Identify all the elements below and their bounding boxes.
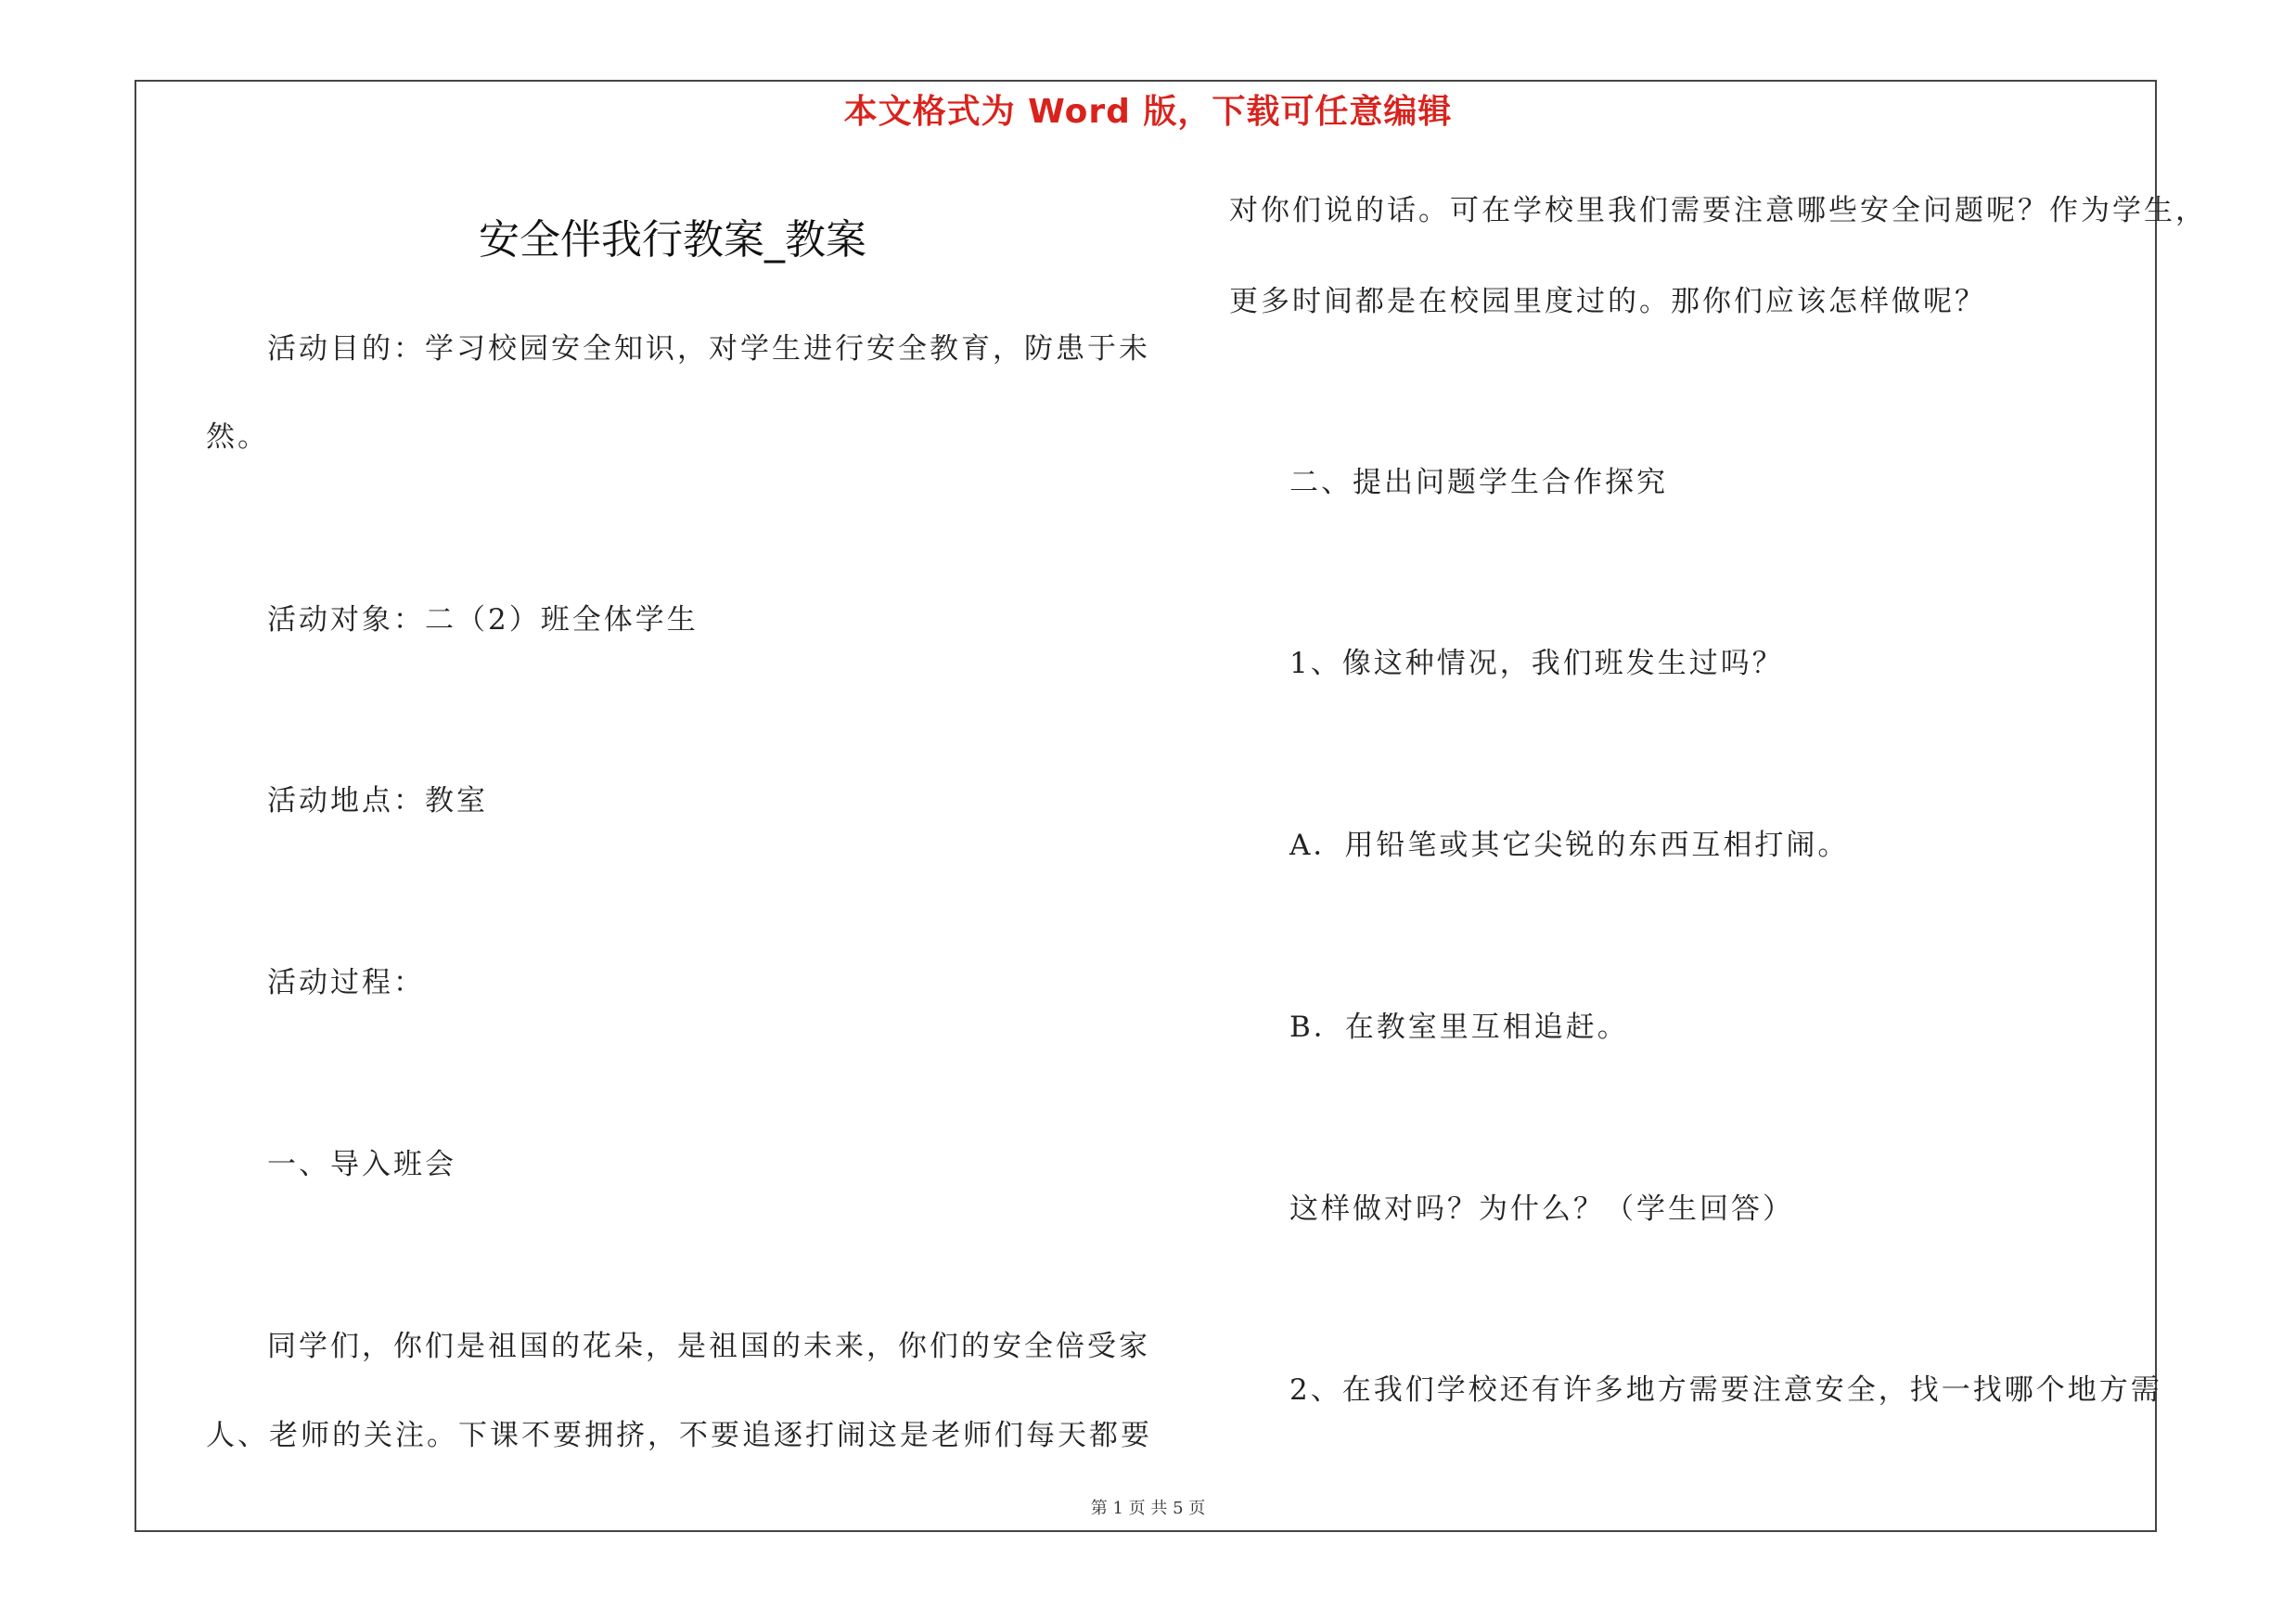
activity-target: 活动对象：二（2）班全体学生 (267, 603, 699, 637)
section-two-heading: 二、提出问题学生合作探究 (1289, 466, 1668, 499)
word-format-notice: 本文格式为 Word 版，下载可任意编辑 (843, 93, 1453, 131)
option-a: A．用铅笔或其它尖锐的东西互相打闹。 (1289, 829, 1850, 862)
activity-goal-line-1: 活动目的：学习校园安全知识，对学生进行安全教育，防患于未 (267, 332, 1150, 366)
question-one: 1、像这种情况，我们班发生过吗？ (1289, 647, 1784, 680)
activity-process-heading: 活动过程： (267, 966, 425, 999)
activity-place: 活动地点：教室 (267, 784, 488, 818)
activity-goal-line-2: 然。 (206, 420, 269, 454)
intro-paragraph-line-2: 人、老师的关注。下课不要拥挤，不要追逐打闹这是老师们每天都要 (206, 1419, 1152, 1452)
page-number-footer: 第 1 页 共 5 页 (1090, 1499, 1206, 1518)
option-b: B．在教室里互相追赶。 (1289, 1011, 1629, 1044)
intro-paragraph-line-1: 同学们，你们是祖国的花朵，是祖国的未来，你们的安全倍受家 (267, 1330, 1150, 1363)
question-two: 2、在我们学校还有许多地方需要注意安全，找一找哪个地方需 (1289, 1373, 2162, 1407)
follow-up-question: 这样做对吗？为什么？（学生回答） (1289, 1192, 1794, 1226)
document-title: 安全伴我行教案_教案 (479, 216, 866, 264)
continued-paragraph-line-2: 更多时间都是在校园里度过的。那你们应该怎样做呢？ (1229, 285, 1986, 318)
continued-paragraph-line-1: 对你们说的话。可在学校里我们需要注意哪些安全问题呢？作为学生， (1229, 194, 2207, 227)
section-one-heading: 一、导入班会 (267, 1148, 456, 1181)
